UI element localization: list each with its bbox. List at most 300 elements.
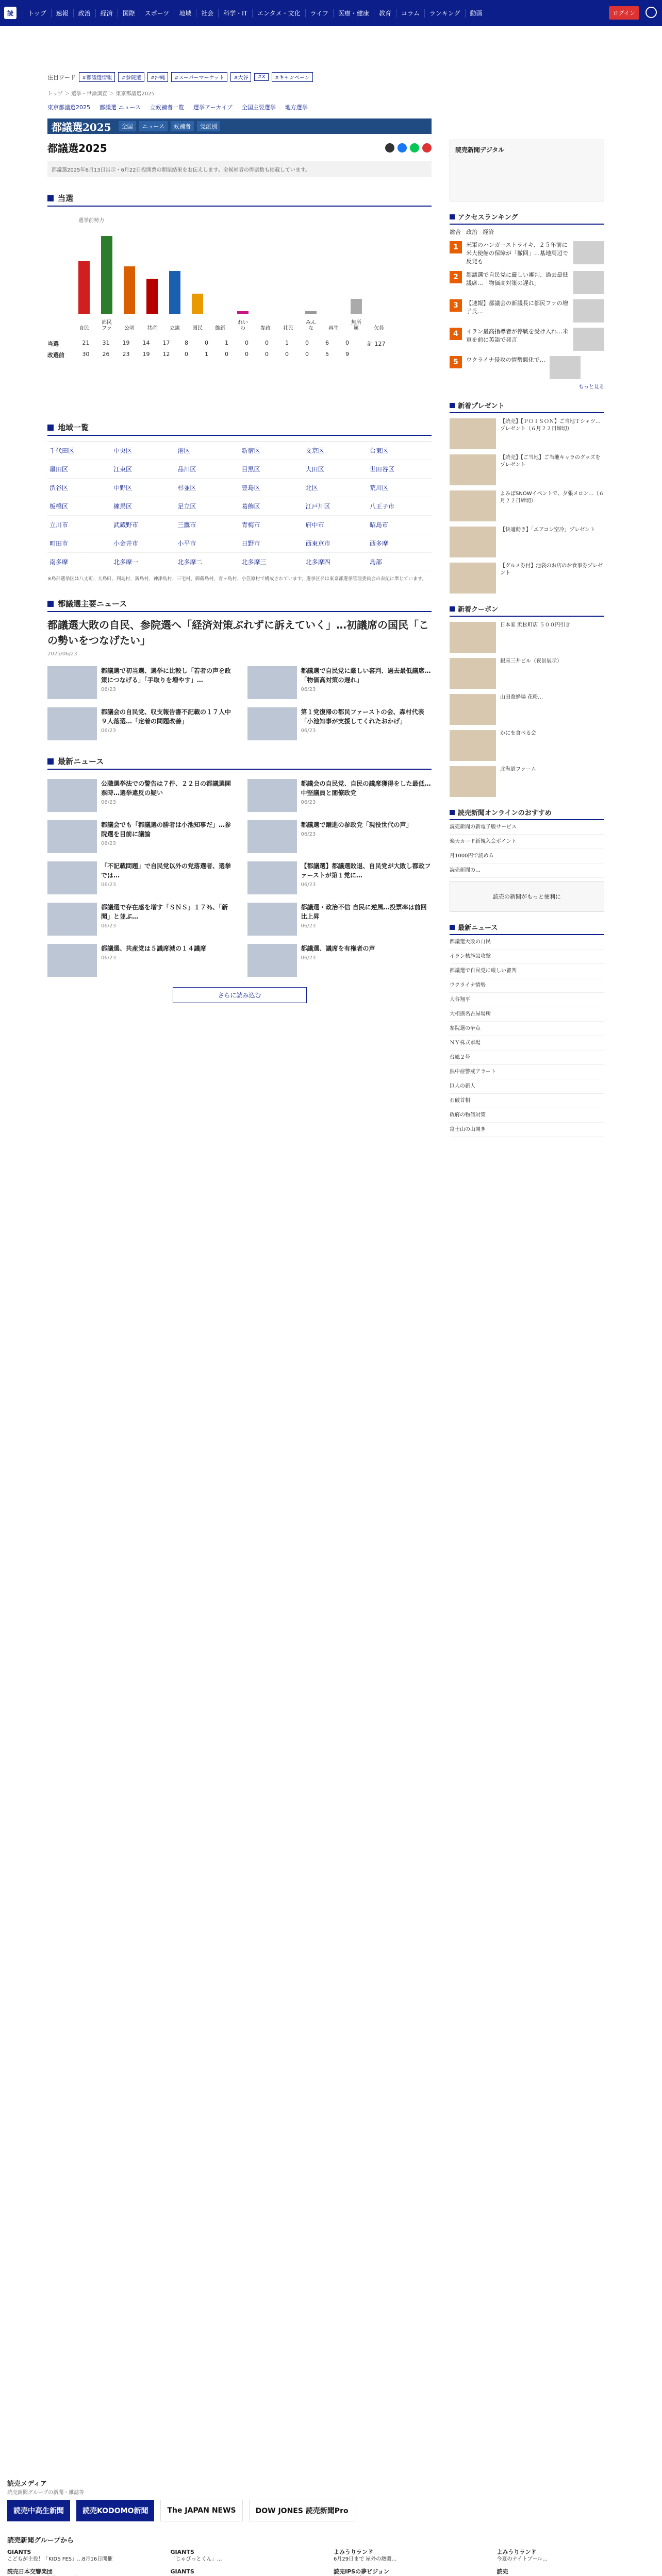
municipality-link[interactable]: 葛飾区 xyxy=(239,497,303,516)
seat-bar xyxy=(237,311,249,314)
page-title: 都議選2025 xyxy=(47,142,107,155)
news-title[interactable]: 都議選、共産党は５議席減の１４議席 xyxy=(101,945,207,952)
side-thumbnail xyxy=(450,766,496,797)
municipality-link[interactable]: 小平市 xyxy=(175,534,239,553)
municipality-link[interactable]: 八王子市 xyxy=(368,497,432,516)
party-label: 国民 xyxy=(192,326,203,331)
news-date: 06/23 xyxy=(301,800,316,805)
online-link[interactable]: 楽天カード新規入会ポイント xyxy=(450,835,604,849)
seats-before-value: 0 xyxy=(305,351,309,358)
municipality-link[interactable]: 渋谷区 xyxy=(47,479,111,497)
news-item[interactable] xyxy=(247,820,432,853)
municipality-link[interactable]: 文京区 xyxy=(304,442,368,460)
news-thumbnail xyxy=(47,666,97,699)
news-date: 06/23 xyxy=(101,800,116,805)
row-before-label: 改選前 xyxy=(47,352,64,359)
side-item-text[interactable]: 北海道ファーム xyxy=(500,767,536,772)
side-item[interactable] xyxy=(450,694,604,725)
side-item[interactable] xyxy=(450,622,604,653)
seats-before-value: 26 xyxy=(102,351,110,358)
hero-title: 都議選2025 xyxy=(52,121,111,133)
side-ad[interactable]: 読売新聞デジタル xyxy=(450,140,604,201)
coupon-header: 新着クーポン xyxy=(450,604,604,617)
municipality-link[interactable]: 豊島区 xyxy=(239,479,303,497)
side-thumbnail xyxy=(450,490,496,521)
news-item[interactable] xyxy=(47,820,232,853)
nav-item[interactable]: 速報 xyxy=(51,9,73,18)
news-item[interactable] xyxy=(247,944,432,977)
group-card[interactable] xyxy=(497,2568,655,2576)
trending-tag[interactable]: #沖縄 xyxy=(147,72,168,82)
news-item[interactable] xyxy=(247,861,432,894)
side-news-link[interactable]: ＮＹ株式市場 xyxy=(450,1036,604,1050)
subnav-item[interactable]: 全国主要選挙 xyxy=(241,104,276,111)
group-card-text[interactable]: 今夏のナイトプール… xyxy=(496,2556,548,2562)
rank-thumbnail xyxy=(573,328,604,351)
online-header: 読売新聞オンラインのおすすめ xyxy=(450,807,604,820)
subnav-item[interactable]: 都議選 ニュース xyxy=(100,104,141,111)
news-title[interactable]: 都議選で躍進の参政党「現役世代の声」 xyxy=(301,821,412,828)
news-thumbnail xyxy=(47,820,97,853)
municipality-link[interactable]: 府中市 xyxy=(304,516,368,534)
ranking-item[interactable] xyxy=(450,271,604,294)
global-nav xyxy=(23,9,487,18)
news-item[interactable] xyxy=(47,707,232,740)
side-item[interactable] xyxy=(450,418,604,449)
trending-tag[interactable]: #参院選 xyxy=(118,72,144,82)
election-note: 都議選2025年6月13日告示・6月22日投開票の開票結果をお伝えします。全候補者の得票数も掲載しています。 xyxy=(47,161,432,177)
seats-won-value: 0 xyxy=(265,340,269,346)
seat-bar xyxy=(124,266,135,314)
municipality-link[interactable]: 台東区 xyxy=(368,442,432,460)
news-date: 06/23 xyxy=(101,923,116,929)
side-item[interactable] xyxy=(450,527,604,557)
group-grid xyxy=(7,2549,655,2576)
municipality-link[interactable]: 練馬区 xyxy=(111,497,175,516)
municipality-link[interactable]: 西多摩 xyxy=(368,534,432,553)
global-header xyxy=(0,0,662,26)
nav-item[interactable]: コラム xyxy=(396,9,424,18)
news-title[interactable]: 都議選、議席を有権者の声 xyxy=(301,945,375,952)
side-thumbnail xyxy=(450,563,496,594)
group-card-source: 読売IPSの夢ビジョン xyxy=(334,2568,389,2575)
group-card[interactable] xyxy=(334,2568,492,2576)
side-thumbnail xyxy=(450,418,496,449)
side-item-text[interactable]: 【快適動き】「エアコン空冷」プレゼント xyxy=(500,527,595,533)
municipality-link[interactable]: 中野区 xyxy=(111,479,175,497)
news-thumbnail xyxy=(47,944,97,977)
nav-item[interactable]: 社会 xyxy=(196,9,218,18)
seats-won-value: 14 xyxy=(142,340,150,346)
breadcrumb[interactable]: トップ ＞ 選挙・世論調査 ＞ 東京都議選2025 xyxy=(47,91,155,97)
news-item[interactable] xyxy=(247,666,432,699)
seats-won-value: 1 xyxy=(225,340,228,346)
online-list xyxy=(450,820,604,878)
municipality-link[interactable]: 大田区 xyxy=(304,460,368,479)
hero-menu-item[interactable]: 候補者 xyxy=(171,121,194,131)
party-label: 自民 xyxy=(79,326,89,331)
trending-tag[interactable]: #X xyxy=(254,73,268,81)
ranking-tab[interactable]: 政治 xyxy=(466,229,477,235)
nav-item[interactable]: 政治 xyxy=(73,9,95,18)
news-item[interactable] xyxy=(47,861,232,894)
side-item[interactable] xyxy=(450,454,604,485)
media-note: 読売新聞グループの新聞・雑誌等 xyxy=(7,2490,85,2496)
ranking-item[interactable] xyxy=(450,356,604,379)
municipality-link[interactable]: 北多摩二 xyxy=(175,553,239,571)
news-title[interactable]: 都議選で存在感を増す「ＳＮＳ」１７％、「新聞」と並ぶ… xyxy=(101,904,228,920)
side-item-text[interactable]: かにを食べる会 xyxy=(500,731,536,736)
line-share-icon[interactable] xyxy=(410,143,419,152)
ranking-tabs xyxy=(450,228,604,236)
news-title[interactable]: 都議選・政治不信 自民に逆風…投票率は前回比上昇 xyxy=(301,904,427,920)
seats-won-value: 0 xyxy=(345,340,349,346)
municipality-link[interactable]: 町田市 xyxy=(47,534,111,553)
municipality-link[interactable]: 北多摩四 xyxy=(304,553,368,571)
news-thumbnail xyxy=(47,903,97,936)
rank-thumbnail xyxy=(550,356,581,379)
rank-number: 2 xyxy=(450,271,462,283)
online-link[interactable]: 読売新聞の… xyxy=(450,863,604,878)
news-title[interactable]: 「不記載問題」で自民党以外の党落選者、選挙では… xyxy=(101,862,231,879)
municipality-link[interactable]: 小金井市 xyxy=(111,534,175,553)
side-item-text[interactable]: 【読売】【ご当地】ご当地キャラのグッズをプレゼント xyxy=(500,455,601,468)
seat-bars xyxy=(78,226,398,331)
nav-item[interactable]: 教育 xyxy=(374,9,396,18)
group-heading: 読売新聞グループから xyxy=(7,2537,74,2545)
party-label: 公明 xyxy=(124,326,135,331)
login-button[interactable]: ログイン xyxy=(609,6,639,20)
news-date: 06/23 xyxy=(301,832,316,837)
news-thumbnail xyxy=(247,707,297,740)
news-date: 06/23 xyxy=(101,687,116,692)
nav-item[interactable]: 国際 xyxy=(118,9,140,18)
news-date: 06/23 xyxy=(101,841,116,846)
municipality-link[interactable]: 北多摩一 xyxy=(111,553,175,571)
subnav-item[interactable]: 選挙アーカイブ xyxy=(193,104,233,111)
side-news-link[interactable]: 都議選で自民党に厳しい審判 xyxy=(450,964,604,978)
row-won-label: 当選 xyxy=(47,341,59,347)
side-item[interactable] xyxy=(450,730,604,761)
news-title[interactable]: 【都議選】都議選敗退、自民党が大敗し都政ファーストが第１党に… xyxy=(301,862,431,879)
party-label: 社民 xyxy=(283,326,293,331)
ranking-item[interactable] xyxy=(450,328,604,351)
nav-item[interactable]: 地域 xyxy=(174,9,196,18)
online-link[interactable]: 月1000円で読める xyxy=(450,849,604,863)
group-card[interactable] xyxy=(497,2549,655,2563)
media-logo[interactable]: 読売中高生新聞 xyxy=(7,2500,70,2521)
rank-number: 4 xyxy=(450,328,462,340)
nav-item[interactable]: ライフ xyxy=(305,9,333,18)
news-thumbnail xyxy=(47,707,97,740)
municipality-link[interactable]: 立川市 xyxy=(47,516,111,534)
nav-item[interactable]: 医療・健康 xyxy=(333,9,374,18)
municipality-link[interactable]: 日野市 xyxy=(239,534,303,553)
seats-won-value: 8 xyxy=(185,340,188,346)
ranking-item[interactable] xyxy=(450,241,604,266)
news-date: 06/23 xyxy=(301,955,316,961)
side-news-link[interactable]: 都議選大敗の自民 xyxy=(450,935,604,950)
side-thumbnail xyxy=(450,527,496,557)
ranking-tab[interactable]: 経済 xyxy=(483,229,494,235)
rank-title[interactable]: ウクライナ侵攻の情勢悪化で… xyxy=(466,357,545,363)
lead-title[interactable]: 都議選大敗の自民、参院選へ「経済対策ぶれずに訴えていく」…初議席の国民「この勢いをつなげたい」 xyxy=(47,619,429,647)
municipality-link[interactable]: 世田谷区 xyxy=(368,460,432,479)
news-thumbnail xyxy=(47,779,97,812)
news-title[interactable]: 都議選で自民党に厳しい審判、過去最低議席…「物価高対策の遅れ」 xyxy=(301,667,431,684)
group-card-text[interactable]: 「じゃびっとくん」… xyxy=(170,2556,222,2562)
seats-before-value: 19 xyxy=(142,351,150,358)
side-news-link[interactable]: 巨人の新人 xyxy=(450,1079,604,1094)
subnav-item[interactable]: 地方選挙 xyxy=(285,104,308,111)
group-card[interactable] xyxy=(334,2549,492,2563)
trending-tag[interactable]: #スーパーマーケット xyxy=(171,72,227,82)
seats-before-value: 0 xyxy=(225,351,228,358)
municipality-link[interactable]: 目黒区 xyxy=(239,460,303,479)
x-share-icon[interactable] xyxy=(385,143,394,152)
municipality-link[interactable]: 千代田区 xyxy=(47,442,111,460)
municipality-link[interactable]: 港区 xyxy=(175,442,239,460)
municipalities-header: 地域一覧 xyxy=(47,422,432,436)
ranking-more-link[interactable]: もっと見る xyxy=(578,384,604,390)
municipality-link[interactable]: 昭島市 xyxy=(368,516,432,534)
party-label: 欠員 xyxy=(374,326,384,331)
hero-menu-item[interactable]: 全国 xyxy=(119,121,136,131)
trending-tag[interactable]: #都議選情報 xyxy=(79,72,115,82)
news-date: 06/23 xyxy=(301,728,316,734)
news-thumbnail xyxy=(247,903,297,936)
ranking-item[interactable] xyxy=(450,299,604,323)
news-date: 06/23 xyxy=(101,882,116,888)
nav-item[interactable]: 動画 xyxy=(465,9,487,18)
trending-tags xyxy=(47,72,432,82)
news-thumbnail xyxy=(247,861,297,894)
party-label: れいわ xyxy=(238,320,248,331)
digital-promo[interactable]: 読売の新聞がもっと便利に xyxy=(450,881,604,912)
news-item[interactable] xyxy=(47,666,232,699)
municipality-link[interactable]: 南多摩 xyxy=(47,553,111,571)
side-thumbnail xyxy=(450,694,496,725)
municipality-link[interactable]: 島部 xyxy=(368,553,432,571)
party-label: 立憲 xyxy=(170,326,180,331)
municipality-link[interactable]: 中央区 xyxy=(111,442,175,460)
news-item[interactable] xyxy=(47,903,232,936)
subnav-item[interactable]: 東京都議選2025 xyxy=(47,104,90,111)
side-news-link[interactable]: 富士山の山開き xyxy=(450,1123,604,1137)
side-news-link[interactable]: 参院選の争点 xyxy=(450,1022,604,1036)
media-heading: 読売メディア xyxy=(7,2480,47,2488)
municipality-link[interactable]: 北区 xyxy=(304,479,368,497)
rank-title[interactable]: 都議選で自民党に厳しい審判、過去最低議席…「物価高対策の遅れ」 xyxy=(466,272,568,286)
municipality-link[interactable]: 北多摩三 xyxy=(239,553,303,571)
lead-story[interactable] xyxy=(47,617,432,657)
municipality-link[interactable]: 墨田区 xyxy=(47,460,111,479)
news-date: 06/23 xyxy=(301,687,316,692)
side-item-text[interactable]: 山田養蜂場 花粉… xyxy=(500,694,543,700)
side-latest-header: 最新ニュース xyxy=(450,922,604,935)
news-thumbnail xyxy=(247,779,297,812)
group-card-source: GIANTS xyxy=(170,2568,194,2575)
side-thumbnail xyxy=(450,658,496,689)
seats-before-value: 0 xyxy=(285,351,289,358)
seats-heading: 当選 xyxy=(58,194,74,203)
side-item-text[interactable]: 銀座三井ビル（夜景展示） xyxy=(500,658,562,664)
seats-before-value: 0 xyxy=(185,351,188,358)
municipality-link[interactable]: 品川区 xyxy=(175,460,239,479)
municipality-link[interactable]: 杉並区 xyxy=(175,479,239,497)
news-item[interactable] xyxy=(47,779,232,812)
seats-before-value: 5 xyxy=(325,351,329,358)
hero-menu-item[interactable]: 党派別 xyxy=(197,121,220,131)
rank-number: 1 xyxy=(450,241,462,253)
rank-thumbnail xyxy=(573,241,604,264)
news-title[interactable]: 第１党復帰の都民ファーストの会、森村代表「小池知事が支援してくれたおかげ」 xyxy=(301,708,424,725)
municipality-link[interactable]: 足立区 xyxy=(175,497,239,516)
group-card[interactable] xyxy=(171,2568,329,2576)
side-item[interactable] xyxy=(450,563,604,594)
side-news-link[interactable]: ウクライナ情勢 xyxy=(450,978,604,993)
group-card-text[interactable]: 6月29日まで 屋外の熱闘… xyxy=(334,2556,397,2562)
municipality-link[interactable]: 荒川区 xyxy=(368,479,432,497)
group-card[interactable] xyxy=(171,2549,329,2563)
seats-won-value: 17 xyxy=(162,340,170,346)
hero-menu xyxy=(119,121,220,131)
news-item[interactable] xyxy=(247,707,432,740)
side-news-link[interactable]: 政府の物価対策 xyxy=(450,1108,604,1123)
seats-won-row xyxy=(47,340,357,348)
news-title[interactable]: 都議選で初当選、選挙に比較し「若者の声を政策につなげる」「手取りを増やす」… xyxy=(101,667,231,684)
rank-title[interactable]: イラン最高指導者が停戦を受け入れ…米軍を前に英語で発言 xyxy=(466,328,568,343)
ranking-tab[interactable]: 総合 xyxy=(450,229,461,235)
side-thumbnail xyxy=(450,730,496,761)
nav-item[interactable]: トップ xyxy=(23,9,51,18)
side-news-link[interactable]: 熱中症警戒アラート xyxy=(450,1065,604,1079)
hero-menu-item[interactable]: ニュース xyxy=(139,121,168,131)
group-card-source: よみうりランド xyxy=(496,2549,537,2555)
side-thumbnail xyxy=(450,454,496,485)
seats-won-value: 31 xyxy=(102,340,110,346)
news-title[interactable]: 都議会の自民党、自民の議席獲得をした最低…中堅議員と閣僚政党 xyxy=(301,780,431,796)
party-label: 参政 xyxy=(260,326,271,331)
side-item-text[interactable]: 【グルメ券付】池袋のお店のお食事券プレゼント xyxy=(500,563,603,576)
media-logo[interactable]: The JAPAN NEWS xyxy=(160,2500,242,2521)
site-logo[interactable]: 読 xyxy=(4,7,16,19)
seats-won-value: 6 xyxy=(325,340,329,346)
rank-number: 5 xyxy=(450,356,462,368)
nav-item[interactable]: 経済 xyxy=(95,9,118,18)
news-item[interactable] xyxy=(47,944,232,977)
main-news-header: 都議選主要ニュース xyxy=(47,598,432,612)
rank-number: 3 xyxy=(450,299,462,312)
side-news-link[interactable]: 石破首相 xyxy=(450,1094,604,1108)
seats-won-value: 0 xyxy=(305,340,309,346)
seat-bar xyxy=(146,279,158,314)
seats-section-header xyxy=(47,193,432,207)
load-more-button[interactable]: さらに読み込む xyxy=(173,987,307,1003)
municipality-link[interactable]: 青梅市 xyxy=(239,516,303,534)
seats-before-value: 23 xyxy=(122,351,130,358)
municipality-link[interactable]: 西東京市 xyxy=(304,534,368,553)
trending-tag[interactable]: #キャンペーン xyxy=(272,72,313,82)
group-card[interactable] xyxy=(7,2568,166,2576)
side-item-text[interactable]: 【読売】【ＰＯＩＳＯＮ】ご当地Ｔシャツ…プレゼント（６月２２日締切） xyxy=(500,419,601,432)
news-date: 06/23 xyxy=(301,923,316,929)
party-label: 都民ファ xyxy=(102,320,112,331)
news-thumbnail xyxy=(247,944,297,977)
side-news-link[interactable]: イラン核施設攻撃 xyxy=(450,950,604,964)
side-item[interactable] xyxy=(450,490,604,521)
municipality-link[interactable]: 江戸川区 xyxy=(304,497,368,516)
bookmark-icon[interactable] xyxy=(422,143,432,152)
party-label: 再生 xyxy=(328,326,339,331)
facebook-share-icon[interactable] xyxy=(398,143,407,152)
main-news-grid xyxy=(47,666,432,740)
seat-bar xyxy=(305,311,317,314)
municipality-link[interactable]: 板橋区 xyxy=(47,497,111,516)
news-title[interactable]: 都議会でも「都議選の勝者は小池知事だ」…参院選を目前に議論 xyxy=(101,821,231,838)
rank-title[interactable]: 米軍のハンガーストライキ、２５年前に米大使館の保障が「撤回」…基地周辺で反発も xyxy=(466,242,568,265)
group-card-source: GIANTS xyxy=(7,2549,31,2555)
nav-item[interactable]: スポーツ xyxy=(140,9,174,18)
search-icon[interactable] xyxy=(646,7,657,18)
nav-item[interactable]: エンタメ・文化 xyxy=(252,9,305,18)
rank-thumbnail xyxy=(573,271,604,294)
subnav-item[interactable]: 立候補者一覧 xyxy=(150,104,184,111)
news-date: 06/23 xyxy=(101,955,116,961)
side-latest-list xyxy=(450,935,604,1137)
seats-chart xyxy=(47,211,432,406)
news-item[interactable] xyxy=(247,903,432,936)
nav-item[interactable]: ランキング xyxy=(424,9,465,18)
media-logo[interactable]: DOW JONES 読売新聞Pro xyxy=(249,2500,355,2521)
sidebar xyxy=(450,137,604,1137)
news-date: 06/23 xyxy=(101,728,116,734)
municipality-link[interactable]: 江東区 xyxy=(111,460,175,479)
group-card[interactable] xyxy=(7,2549,166,2563)
side-item-text[interactable]: よみぽSNOWイベントで、夕張メロン…（６月２２日締切） xyxy=(500,491,604,504)
trending-tag[interactable]: #大谷 xyxy=(230,72,251,82)
side-news-link[interactable]: 大相撲名古屋場所 xyxy=(450,1007,604,1022)
election-hero-banner xyxy=(47,118,432,134)
seats-won-value: 1 xyxy=(285,340,289,346)
side-item[interactable] xyxy=(450,766,604,797)
seats-won-value: 0 xyxy=(245,340,249,346)
news-title[interactable]: 都議会の自民党、収支報告書不記載の１７人中９人落選…「定着の問題改善」 xyxy=(101,708,231,725)
news-thumbnail xyxy=(247,820,297,853)
news-thumbnail xyxy=(47,861,97,894)
side-item-text[interactable]: 日本家 浜松町店 ５００円引き xyxy=(500,622,571,628)
municipality-note: ※島部選挙区は八丈町、大島町、利島村、新島村、神津島村、三宅村、御蔵島村、青ヶ島村、小笠原村で構成されています。選挙区名は東京都選挙管理委員会の表記に準じています。 xyxy=(47,577,427,582)
media-logo[interactable]: 読売KODOMO新聞 xyxy=(76,2500,154,2521)
municipality-link[interactable]: 武蔵野市 xyxy=(111,516,175,534)
side-item[interactable] xyxy=(450,658,604,689)
total-seats: 計 127 xyxy=(367,341,386,347)
group-card-text[interactable]: こどもが主役！「KIDS FES」…8月16日開催 xyxy=(7,2556,113,2562)
party-label: みんな xyxy=(306,320,316,331)
side-news-link[interactable]: 大谷翔平 xyxy=(450,993,604,1007)
media-logos xyxy=(7,2500,655,2521)
news-title[interactable]: 公職選挙法での警告は７件、２２日の都議選開票時…選挙違反の疑い xyxy=(101,780,231,796)
nav-item[interactable]: 科学・IT xyxy=(218,9,252,18)
municipality-link[interactable]: 三鷹市 xyxy=(175,516,239,534)
seats-before-value: 9 xyxy=(345,351,349,358)
side-news-link[interactable]: 台風２号 xyxy=(450,1050,604,1065)
seat-bar xyxy=(351,299,362,314)
rank-title[interactable]: 【速報】都議会の新議長に都民ファの増子氏… xyxy=(466,300,568,315)
online-link[interactable]: 読売新聞の新電子版サービス xyxy=(450,820,604,835)
municipality-link[interactable]: 新宿区 xyxy=(239,442,303,460)
news-item[interactable] xyxy=(247,779,432,812)
